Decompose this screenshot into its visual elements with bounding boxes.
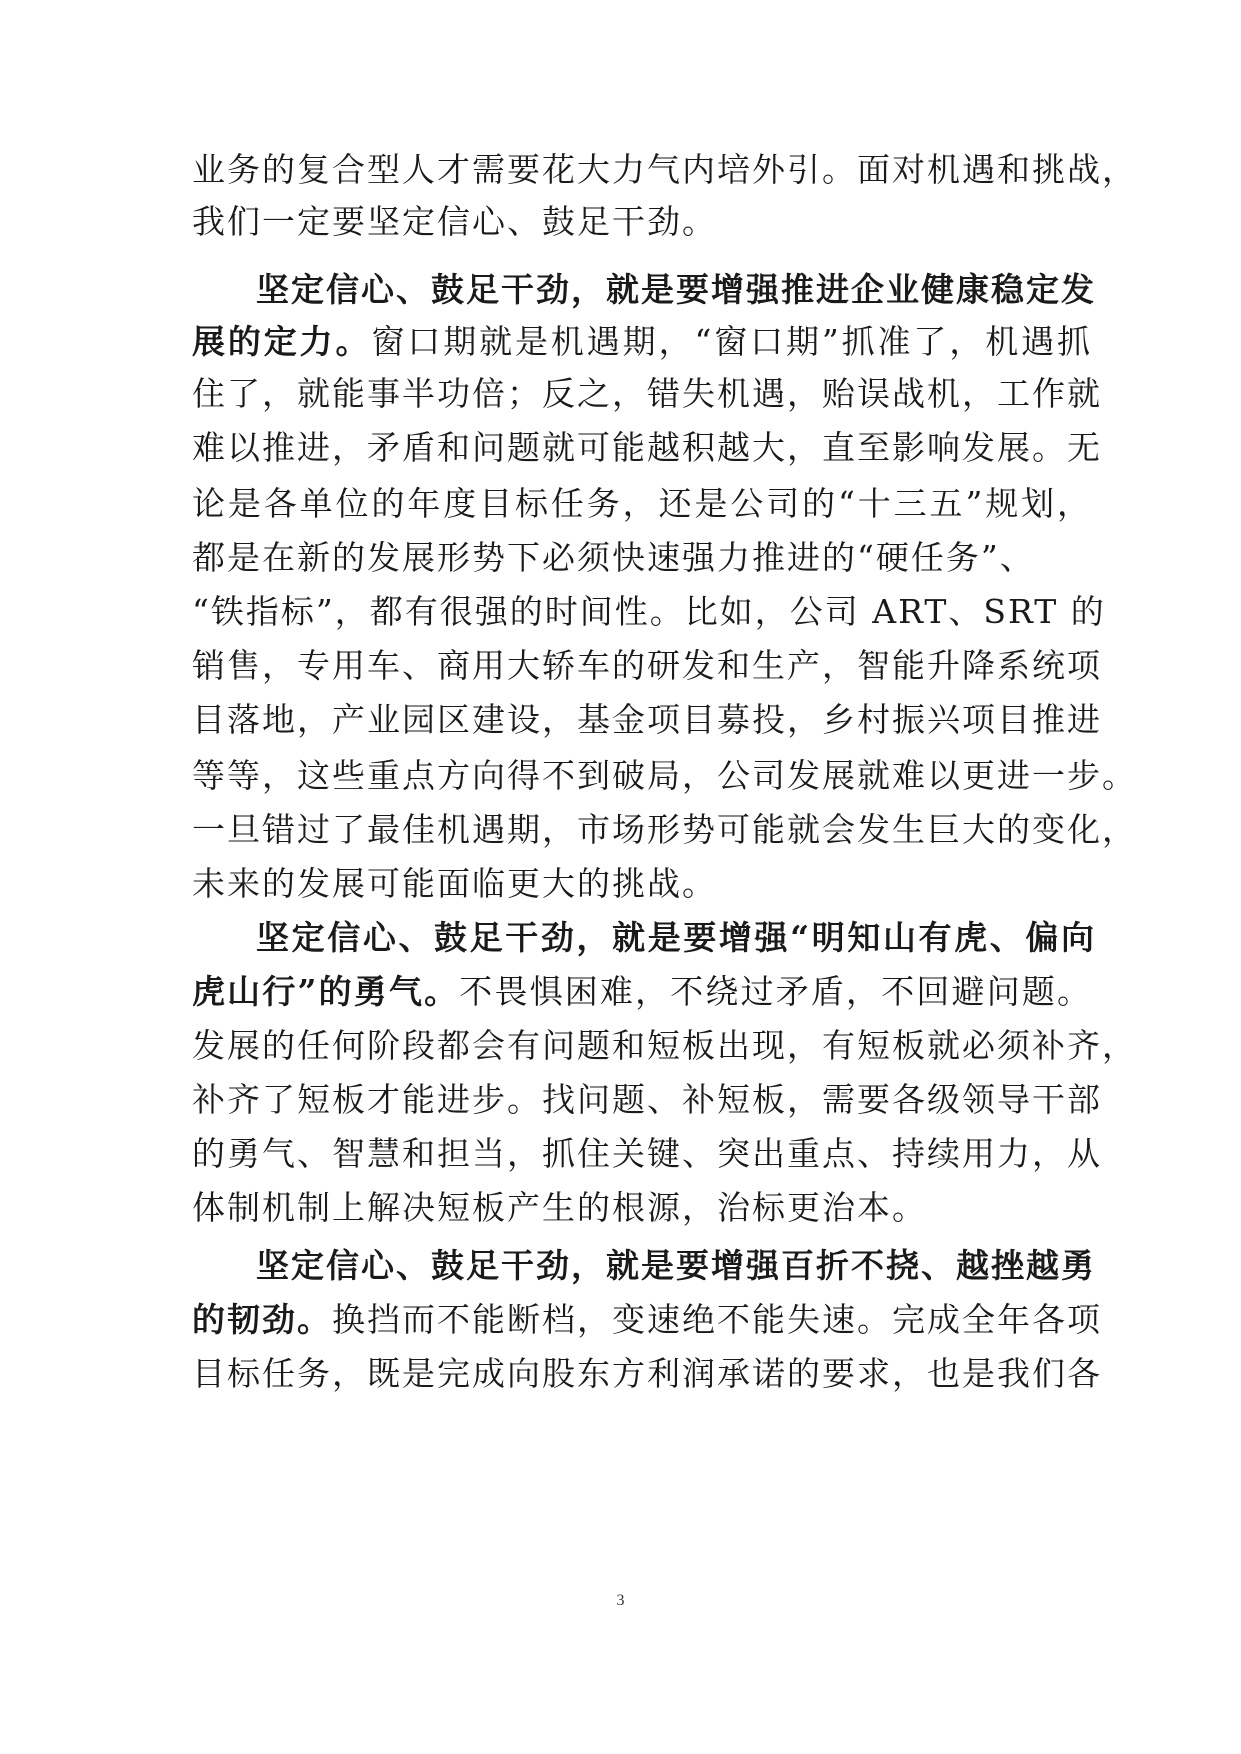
text-line xyxy=(192,1296,1102,1344)
text-line: 补齐了短板才能进步。找问题、补短板，需要各级领导干部 xyxy=(192,1080,1102,1119)
text-line: 的勇气、智慧和担当，抓住关键、突出重点、持续用力，从 xyxy=(192,1134,1102,1173)
section-heading: 坚定信心、鼓足干劲，就是要增强推进企业健康稳定发 xyxy=(256,270,1096,309)
text-span: 换挡而不能断档，变速绝不能失速。完成全年各项 xyxy=(332,1300,1102,1339)
text-line: 目落地，产业园区建设，基金项目募投，乡村振兴项目推进 xyxy=(192,700,1102,739)
text-line xyxy=(192,968,1092,1016)
text-line: 我们一定要坚定信心、鼓足干劲。 xyxy=(192,202,717,241)
heading-tail: 虎山行”的勇气。 xyxy=(192,972,460,1011)
text-line: 一旦错过了最佳机遇期，市场形势可能就会发生巨大的变化， xyxy=(192,810,1137,849)
text-line: 体制机制上解决短板产生的根源，治标更治本。 xyxy=(192,1188,927,1227)
text-span: 不畏惧困难，不绕过矛盾，不回避问题。 xyxy=(459,972,1093,1011)
text-line: 业务的复合型人才需要花大力气内培外引。面对机遇和挑战， xyxy=(192,150,1137,189)
page-number: 3 xyxy=(616,1592,625,1609)
text-line: 论是各单位的年度目标任务，还是公司的“十三五”规划， xyxy=(192,484,1092,523)
text-line: 销售，专用车、商用大轿车的研发和生产，智能升降系统项 xyxy=(192,646,1102,685)
section-heading: 坚定信心、鼓足干劲，就是要增强百折不挠、越挫越勇 xyxy=(256,1246,1096,1285)
text-line: 住了，就能事半功倍；反之，错失机遇，贻误战机，工作就 xyxy=(192,374,1102,413)
text-line: “铁指标”，都有很强的时间性。比如，公司 ART、SRT 的 xyxy=(192,592,1106,631)
section-heading: 坚定信心、鼓足干劲，就是要增强“明知山有虎、偏向 xyxy=(256,918,1096,957)
text-line: 未来的发展可能面临更大的挑战。 xyxy=(192,864,717,903)
text-line: 难以推进，矛盾和问题就可能越积越大，直至影响发展。无 xyxy=(192,428,1102,467)
text-line xyxy=(192,318,1092,366)
heading-tail: 的韧劲。 xyxy=(192,1300,332,1339)
text-line: 发展的任何阶段都会有问题和短板出现，有短板就必须补齐， xyxy=(192,1026,1137,1065)
text-span: 窗口期就是机遇期，“窗口期”抓准了，机遇抓 xyxy=(371,322,1092,361)
text-line: 等等，这些重点方向得不到破局，公司发展就难以更进一步。 xyxy=(192,756,1137,795)
text-line: 目标任务，既是完成向股东方利润承诺的要求，也是我们各 xyxy=(192,1354,1102,1393)
heading-tail: 展的定力。 xyxy=(192,322,372,361)
text-line: 都是在新的发展形势下必须快速强力推进的“硬任务”、 xyxy=(192,538,1035,577)
